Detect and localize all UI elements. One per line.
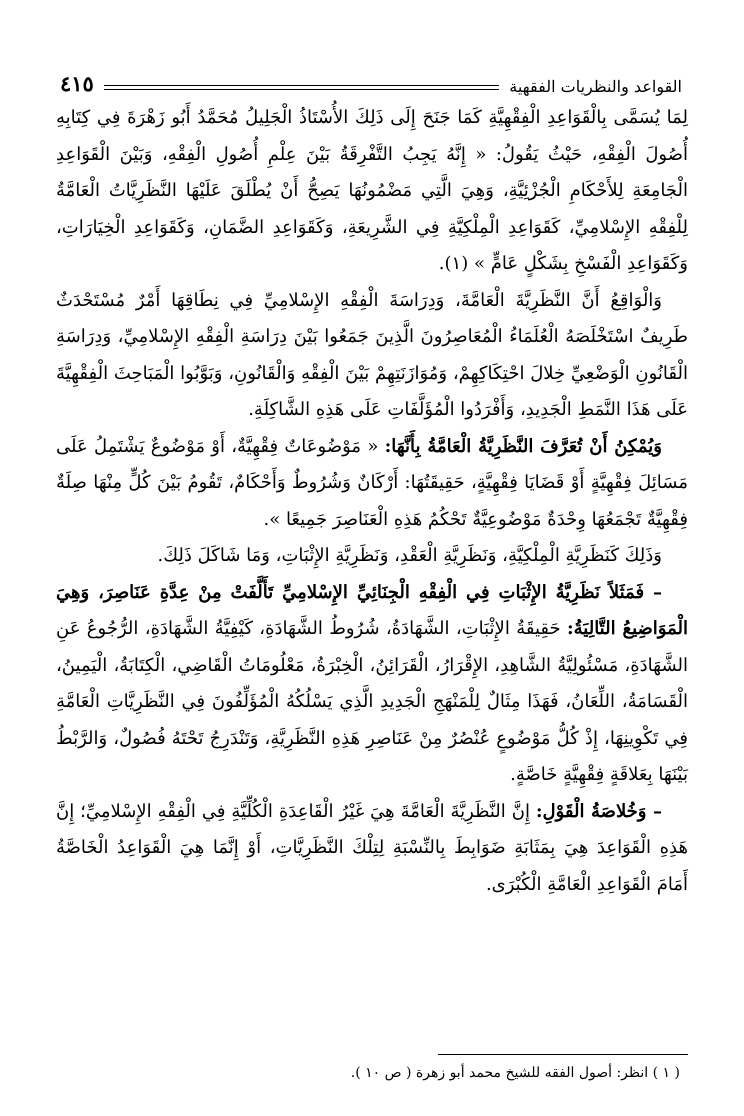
example-text: حَقِيقَةُ الإِثْبَاتِ، الشَّهَادَةُ، شُرُوطُ الشَّهَادَةِ، كَيْفِيَّةُ الشَّهَادَةِ، الرُّجُوعُ عَنِ الشَّهَادَةِ، مَسْئُولِيَّةُ الشَّاهِدِ، الإِقْرَارُ، الْقَرَائِنُ، الْخِبْرَةُ، مَعْلُومَاتُ الْقَاضِي، الْكِتَابَةُ، الْيَمِينُ، الْقَسَامَةُ، اللِّعَانُ، فَهَذَا مِثَالٌ لِلْمَنْهَجِ الْجَدِيدِ الَّذِي يَسْلُكُهُ الْمُؤَلِّفُونَ فِي النَّظَرِيَّاتِ الْعَامَّةِ فِي تَكْوِينِهَا، إِذْ كُلُّ مَوْضُوعٍ عُنْصُرٌ مِنْ عَنَاصِرِ هَذِهِ النَّظَرِيَّةِ، وَتَنْدَرِجُ تَحْتَهُ فُصُولٌ، وَالرَّبْطُ بَيْنَهَا بِعَلاقَةٍ فِقْهِيَّةٍ خَاصَّةٍ. <box>56 618 688 785</box>
definition-paragraph <box>56 429 688 539</box>
page-number: ٤١٥ <box>60 71 94 96</box>
conclusion-paragraph <box>56 794 688 904</box>
page-body <box>56 100 688 903</box>
definition-lead: وَيُمْكِنُ أَنْ تُعَرَّفَ النَّظَرِيَّةُ الْعَامَّةُ بِأَنَّهَا: <box>384 435 662 457</box>
paragraph-2: وَالْوَاقِعُ أَنَّ النَّظَرِيَّةَ الْعَامَّةَ، وَدِرَاسَةَ الْفِقْهِ الإِسْلامِيِّ فِي نِطَاقِهَا أَمْرٌ مُسْتَحْدَثٌ طَرِيفٌ اسْتَخْلَصَهُ الْعُلَمَاءُ الْمُعَاصِرُونَ الَّذِينَ جَمَعُوا بَيْنَ دِرَاسَةِ الْفِقْهِ الإِسْلامِيِّ، وَدِرَاسَةِ الْقَانُونِ الْوَضْعِيِّ خِلالَ احْتِكَاكِهِمْ، وَمُوَازَنَتِهِمْ بَيْنَ الْفِقْهِ وَالْقَانُونِ، وَبَوَّبُوا الْمَبَاحِثَ الْفِقْهِيَّةَ عَلَى هَذَا النَّمَطِ الْجَدِيدِ، وَأَفْرَدُوا الْمُؤَلَّفَاتِ عَلَى هَذِهِ الشَّاكِلَةِ. <box>56 289 688 420</box>
conclusion-lead: – وَخُلاصَةُ الْقَوْلِ: <box>535 800 662 822</box>
paragraph-1: لِمَا يُسَمَّى بِالْقَوَاعِدِ الْفِقْهِيَّةِ كَمَا جَنَحَ إِلَى ذَلِكَ الأُسْتَاذُ الْجَلِيلُ مُحَمَّدُ أَبُو زَهْرَةَ فِي كِتَابِهِ أُصُولَ الْفِقْهِ، حَيْثُ يَقُولُ: « إِنَّهُ يَجِبُ التَّفْرِقَةُ بَيْنَ عِلْمِ أُصُولِ الْفِقْهِ، وَبَيْنَ الْقَوَاعِدِ الْجَامِعَةِ لِلأَحْكَامِ الْجُزْئِيَّةِ، وَهِيَ الَّتِي مَضْمُونُهَا يَصِحُّ أَنْ يُطْلَقَ عَلَيْهَا النَّظَرِيَّاتُ الْعَامَّةُ لِلْفِقْهِ الإِسْلامِيِّ، كَقَوَاعِدِ الْمِلْكِيَّةِ فِي الشَّرِيعَةِ، وَكَقَوَاعِدِ الضَّمَانِ، وَكَقَوَاعِدِ الْخِيَارَاتِ، وَكَقَوَاعِدِ الْفَسْخِ بِشَكْلٍ عَامٍّ » (١). <box>56 107 688 274</box>
footnote: ( ١ ) انظر: أصول الفقه للشيخ محمد أبو زهرة ( ص ١٠ ). <box>350 1065 680 1081</box>
conclusion-text: إِنَّ النَّظَرِيَّةَ الْعَامَّةَ هِيَ غَيْرُ الْقَاعِدَةِ الْكُلِّيَّةِ فِي الْفِقْهِ الإِسْلامِيِّ؛ إِنَّ هَذِهِ الْقَوَاعِدَ هِيَ بِمَثَابَةِ ضَوَابِطَ بِالنِّسْبَةِ لِتِلْكَ النَّظَرِيَّاتِ، أَوْ إِنَّمَا هِيَ الْقَوَاعِدُ الْخَاصَّةُ أَمَامَ الْقَوَاعِدِ الْعَامَّةِ الْكُبْرَى. <box>56 800 688 895</box>
running-header <box>60 60 682 96</box>
example-paragraph <box>56 575 688 794</box>
running-title: القواعد والنظريات الفقهية <box>509 77 682 96</box>
examples-paragraph: وَذَلِكَ كَنَظَرِيَّةِ الْمِلْكِيَّةِ، وَنَظَرِيَّةِ الْعَقْدِ، وَنَظَرِيَّةِ الإِثْبَاتِ، وَمَا شَاكَلَ ذَلِكَ. <box>157 545 662 566</box>
header-rule <box>104 85 499 90</box>
footnote-rule <box>438 1054 688 1055</box>
definition-text: « مَوْضُوعَاتٌ فِقْهِيَّةٌ، أَوْ مَوْضُوعٌ يَشْتَمِلُ عَلَى مَسَائِلَ فِقْهِيَّةٍ أَوْ قَضَايَا فِقْهِيَّةٍ، حَقِيقَتُهَا: أَرْكَانٌ وَشُرُوطٌ وَأَحْكَامٌ، تَقُومُ بَيْنَ كُلٍّ مِنْهَا صِلَةٌ فِقْهِيَّةٌ تَجْمَعُهَا وِحْدَةٌ مَوْضُوعِيَّةٌ تَحْكُمُ هَذِهِ الْعَنَاصِرَ جَمِيعًا ». <box>56 435 688 530</box>
example-lead: – فَمَثَلاً نَظَرِيَّةُ الإِثْبَاتِ فِي الْفِقْهِ الْجِنَائِيِّ الإِسْلامِيِّ تَأَلَّفَتْ مِنْ عِدَّةِ عَنَاصِرَ، وَهِيَ الْمَوَاضِيعُ التَّالِيَةُ: <box>56 581 688 639</box>
